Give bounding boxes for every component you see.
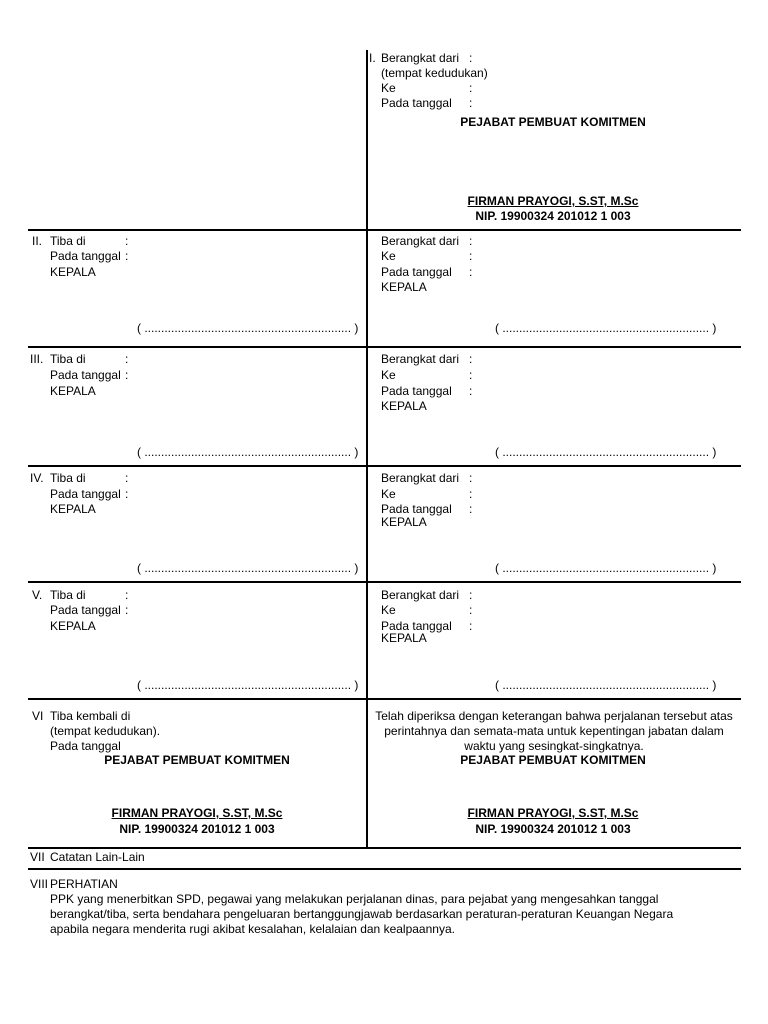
colon: :: [469, 352, 473, 366]
label-tiba-di: Tiba di: [50, 588, 86, 602]
colon: :: [125, 487, 129, 501]
label-berangkat-dari: Berangkat dari: [381, 51, 460, 65]
label-catatan: Catatan Lain-Lain: [50, 850, 145, 864]
label-pada-tanggal: Pada tanggal: [50, 368, 121, 382]
verification-text: Telah diperiksa dengan keterangan bahwa perjalanan tersebut atas perintahnya dan semata-mata untuk kepentingan jabatan dalam waktu yang sesingkat-singkatnya.: [375, 709, 733, 753]
official-nip: NIP. 19900324 201012 1 003: [119, 822, 275, 836]
signature-line: ( .............................................................. ): [137, 321, 359, 335]
official-name: FIRMAN PRAYOGI, S.ST, M.Sc: [467, 806, 639, 820]
section-numeral: VI: [32, 709, 44, 723]
divider-line: [28, 346, 741, 348]
label-kepala: KEPALA: [50, 384, 96, 398]
colon: :: [469, 471, 473, 485]
label-tiba-di: Tiba di: [50, 471, 86, 485]
divider-line: [28, 465, 741, 467]
colon: :: [469, 368, 473, 382]
section-numeral: II.: [32, 234, 43, 248]
label-kepala: KEPALA: [381, 631, 427, 645]
section-numeral: III.: [30, 352, 44, 366]
signature-line: ( .............................................................. ): [495, 321, 717, 335]
official-nip: NIP. 19900324 201012 1 003: [475, 209, 631, 223]
colon: :: [469, 249, 473, 263]
colon: :: [469, 603, 473, 617]
label-kepala: KEPALA: [381, 515, 427, 529]
official-title: PEJABAT PEMBUAT KOMITMEN: [460, 115, 646, 129]
colon: :: [469, 502, 473, 516]
signature-line: ( .............................................................. ): [495, 561, 717, 575]
center-divider: [366, 50, 368, 847]
label-berangkat-dari: Berangkat dari: [381, 588, 460, 602]
colon: :: [125, 352, 129, 366]
label-kepala: KEPALA: [381, 280, 427, 294]
colon: :: [469, 619, 473, 633]
label-berangkat-dari: Berangkat dari: [381, 352, 460, 366]
label-kepala: KEPALA: [50, 265, 96, 279]
label-ke: Ke: [381, 487, 396, 501]
signature-line: ( .............................................................. ): [137, 678, 359, 692]
colon: :: [469, 81, 473, 95]
label-pada-tanggal: Pada tanggal: [381, 502, 452, 516]
label-kepala: KEPALA: [50, 502, 96, 516]
label-ke: Ke: [381, 249, 396, 263]
signature-line: ( .............................................................. ): [137, 561, 359, 575]
label-pada-tanggal: Pada tanggal: [50, 603, 121, 617]
divider-line: [28, 229, 741, 231]
label-ke: Ke: [381, 603, 396, 617]
colon: :: [125, 249, 129, 263]
section-numeral: VIII: [30, 877, 49, 891]
colon: :: [125, 588, 129, 602]
label-pada-tanggal: Pada tanggal: [381, 265, 452, 279]
label-tiba-di: Tiba di: [50, 234, 86, 248]
colon: :: [125, 368, 129, 382]
section-numeral: VII: [30, 850, 45, 864]
label-ke: Ke: [381, 368, 396, 382]
official-name: FIRMAN PRAYOGI, S.ST, M.Sc: [111, 806, 283, 820]
section-numeral: IV.: [30, 471, 44, 485]
label-kepala: KEPALA: [381, 399, 427, 413]
colon: :: [469, 265, 473, 279]
official-name: FIRMAN PRAYOGI, S.ST, M.Sc: [467, 194, 639, 208]
label-tiba-kembali: Tiba kembali di: [50, 709, 131, 723]
signature-line: ( .............................................................. ): [137, 445, 359, 459]
colon: :: [125, 603, 129, 617]
section-numeral: I.: [369, 51, 376, 65]
signature-line: ( .............................................................. ): [495, 678, 717, 692]
label-ke: Ke: [381, 81, 396, 95]
label-pada-tanggal: Pada tanggal: [381, 96, 452, 110]
official-nip: NIP. 19900324 201012 1 003: [475, 822, 631, 836]
label-berangkat-dari: Berangkat dari: [381, 471, 460, 485]
official-title: PEJABAT PEMBUAT KOMITMEN: [104, 753, 290, 767]
colon: :: [469, 487, 473, 501]
label-pada-tanggal: Pada tanggal: [50, 249, 121, 263]
colon: :: [469, 384, 473, 398]
perhatian-text: PPK yang menerbitkan SPD, pegawai yang melakukan perjalanan dinas, para pejabat yang mengesahkan tanggal berangkat/tiba, serta bendahara pengeluaran bertanggungjawab berdasarkan peraturan-peraturan Keuangan Negara apabila negara menderita rugi akibat kesalahan, kelalaian dan kealpaannya.: [50, 892, 674, 936]
label-pada-tanggal: Pada tanggal: [381, 384, 452, 398]
colon: :: [469, 96, 473, 110]
label-pada-tanggal: Pada tanggal: [50, 487, 121, 501]
label-pada-tanggal: Pada tanggal: [381, 619, 452, 633]
colon: :: [469, 588, 473, 602]
divider-line: [28, 847, 741, 849]
colon: :: [125, 234, 129, 248]
label-tempat-kedudukan: (tempat kedudukan): [381, 66, 488, 80]
colon: :: [469, 234, 473, 248]
label-tempat-kedudukan: (tempat kedudukan).: [50, 724, 161, 738]
label-perhatian: PERHATIAN: [50, 877, 118, 891]
divider-line: [28, 581, 741, 583]
label-berangkat-dari: Berangkat dari: [381, 234, 460, 248]
label-pada-tanggal: Pada tanggal: [50, 739, 121, 753]
label-kepala: KEPALA: [50, 619, 96, 633]
label-tiba-di: Tiba di: [50, 352, 86, 366]
official-title: PEJABAT PEMBUAT KOMITMEN: [460, 753, 646, 767]
divider-line: [28, 868, 741, 870]
colon: :: [125, 471, 129, 485]
colon: :: [469, 51, 473, 65]
signature-line: ( .............................................................. ): [495, 445, 717, 459]
divider-line: [28, 698, 741, 700]
section-numeral: V.: [32, 588, 43, 602]
